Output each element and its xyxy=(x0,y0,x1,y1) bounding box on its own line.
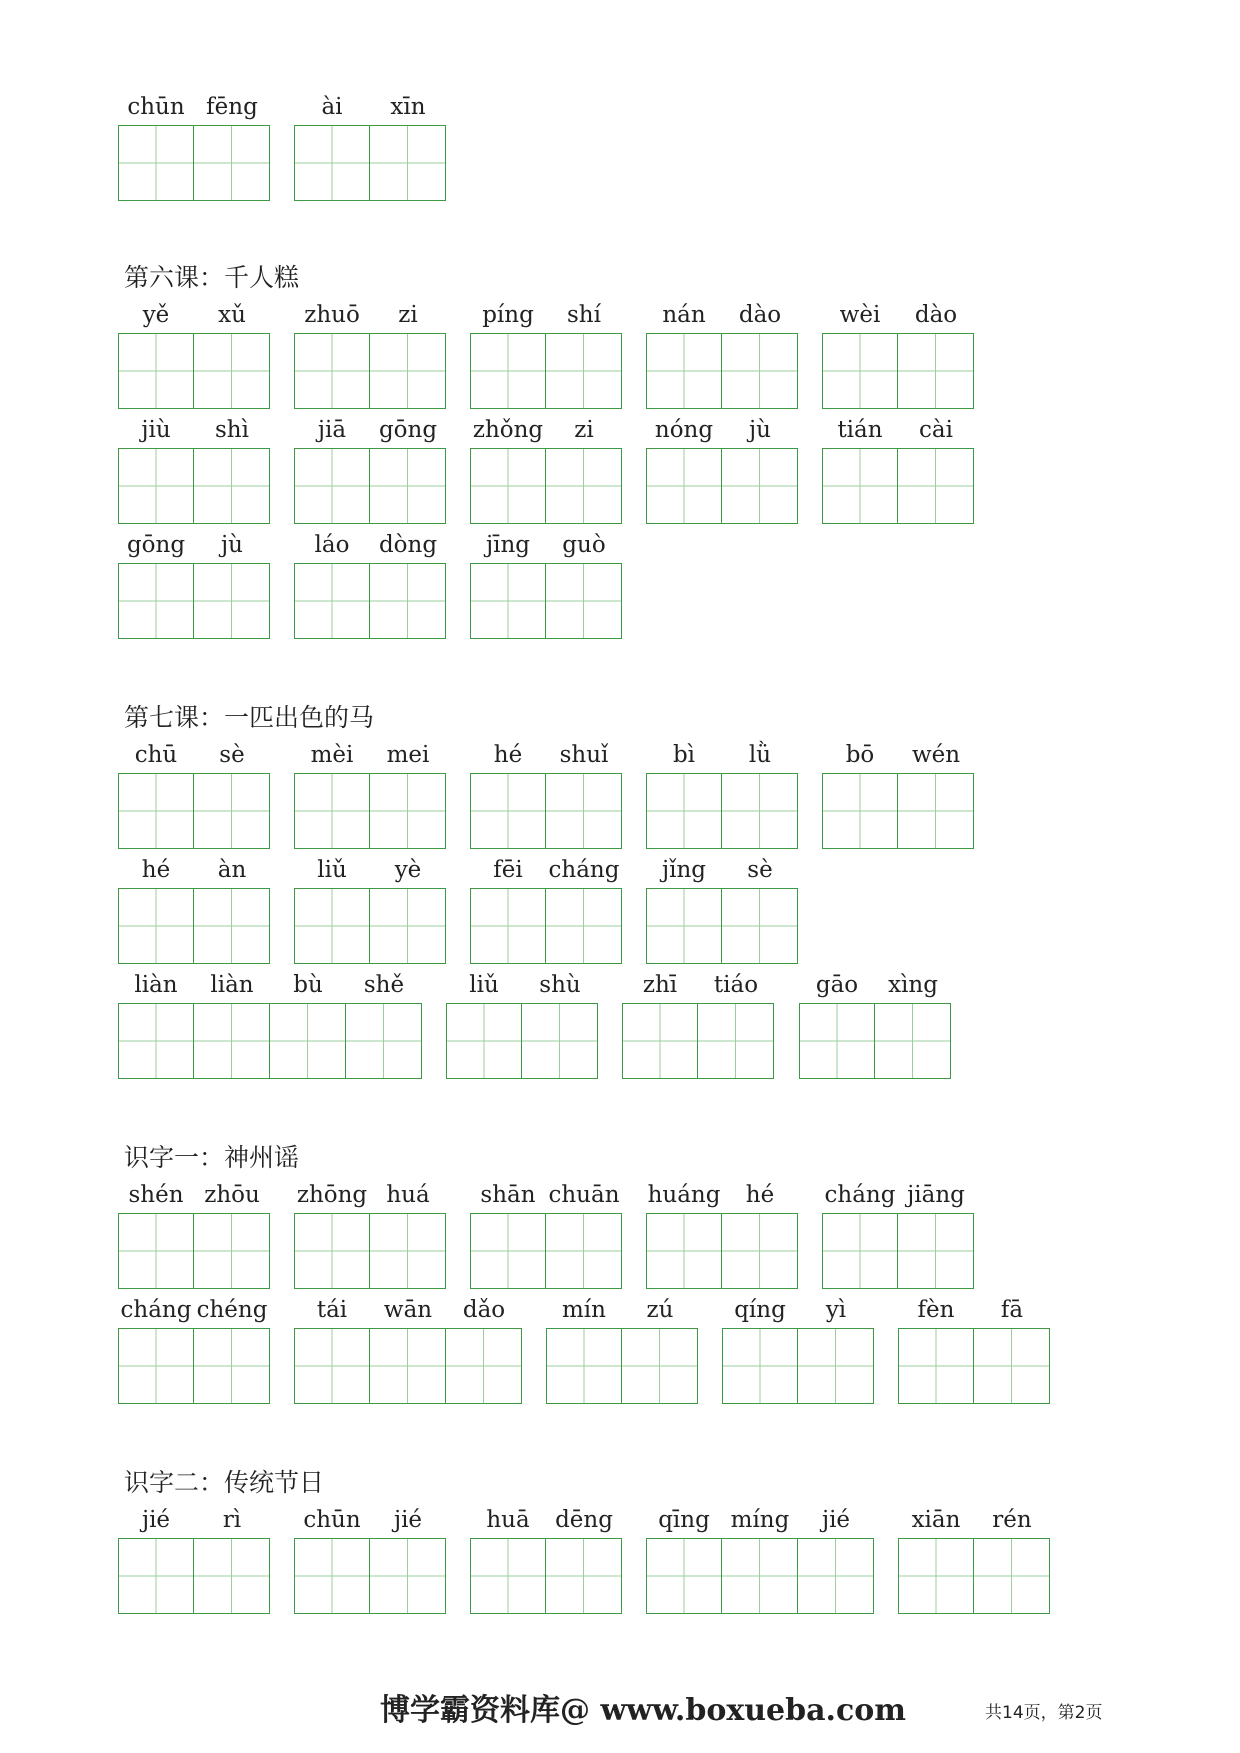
word-group xyxy=(470,530,622,640)
pinyin-label: jié xyxy=(141,1507,171,1533)
pinyin-label: zú xyxy=(646,1297,674,1323)
pinyin-label: yì xyxy=(825,1297,847,1323)
pinyin-label: qíng xyxy=(734,1297,786,1323)
word-group xyxy=(118,1180,270,1290)
writing-box[interactable] xyxy=(470,773,546,849)
word-group xyxy=(646,300,798,410)
writing-box[interactable] xyxy=(898,1538,974,1614)
word-group xyxy=(294,92,446,202)
writing-box[interactable] xyxy=(370,125,446,201)
writing-box[interactable] xyxy=(622,1003,698,1079)
pinyin-label: zhōu xyxy=(204,1182,260,1208)
pinyin-label: hé xyxy=(745,1182,775,1208)
writing-box[interactable] xyxy=(822,1213,898,1289)
writing-box[interactable] xyxy=(546,333,622,409)
pinyin-label: chuān xyxy=(548,1182,620,1208)
writing-box[interactable] xyxy=(194,1213,270,1289)
pinyin-label: chūn xyxy=(127,94,185,120)
writing-box[interactable] xyxy=(822,448,898,524)
pinyin-label: fēi xyxy=(493,857,523,883)
writing-box[interactable] xyxy=(522,1003,598,1079)
word-group xyxy=(294,855,446,965)
writing-box[interactable] xyxy=(546,448,622,524)
writing-box[interactable] xyxy=(622,1328,698,1404)
pinyin-label: bì xyxy=(672,742,696,768)
writing-box[interactable] xyxy=(118,448,194,524)
pinyin-label: shì xyxy=(215,417,249,443)
pinyin-label: rì xyxy=(222,1507,242,1533)
writing-box[interactable] xyxy=(799,1003,875,1079)
word-group xyxy=(646,740,798,850)
pinyin-label: sè xyxy=(747,857,773,883)
word-group xyxy=(546,1295,698,1405)
pinyin-label: wèi xyxy=(839,302,881,328)
footer-site-watermark: 博学霸资料库@ www.boxueba.com xyxy=(380,1693,906,1728)
pinyin-label: shù xyxy=(539,972,581,998)
word-group xyxy=(822,1180,974,1290)
pinyin-label: rén xyxy=(992,1507,1032,1533)
word-group xyxy=(646,1180,798,1290)
pinyin-label: dào xyxy=(914,302,958,328)
pinyin-label: píng xyxy=(482,302,534,328)
pinyin-label: liàn xyxy=(134,972,178,998)
writing-box[interactable] xyxy=(470,333,546,409)
writing-box[interactable] xyxy=(546,563,622,639)
pinyin-label: yě xyxy=(142,302,170,328)
pinyin-label: mín xyxy=(562,1297,606,1323)
writing-box[interactable] xyxy=(798,1538,874,1614)
pinyin-label: zhuō xyxy=(304,302,360,328)
pinyin-label: shí xyxy=(567,302,601,328)
writing-box[interactable] xyxy=(370,1213,446,1289)
pinyin-label: mei xyxy=(386,742,430,768)
word-group xyxy=(646,415,798,525)
pinyin-label: cháng xyxy=(548,857,620,883)
writing-box[interactable] xyxy=(546,1538,622,1614)
pinyin-label: hé xyxy=(493,742,523,768)
pinyin-label: xiān xyxy=(911,1507,961,1533)
pinyin-label: cháng xyxy=(824,1182,896,1208)
pinyin-label: lǜ xyxy=(748,742,772,768)
writing-box[interactable] xyxy=(294,1213,370,1289)
writing-box[interactable] xyxy=(470,1213,546,1289)
pinyin-label: fèn xyxy=(917,1297,955,1323)
writing-box[interactable] xyxy=(294,773,370,849)
writing-box[interactable] xyxy=(722,1538,798,1614)
writing-box[interactable] xyxy=(118,773,194,849)
pinyin-label: sè xyxy=(219,742,245,768)
pinyin-label: liǔ xyxy=(317,857,347,883)
pinyin-label: míng xyxy=(730,1507,790,1533)
pinyin-label: liàn xyxy=(210,972,254,998)
writing-box[interactable] xyxy=(194,563,270,639)
word-group xyxy=(470,300,622,410)
word-group xyxy=(118,740,270,850)
pinyin-label: fēng xyxy=(206,94,258,120)
pinyin-label: gōng xyxy=(126,532,186,558)
pinyin-label: jiù xyxy=(141,417,171,443)
writing-box[interactable] xyxy=(294,125,370,201)
pinyin-label: mèi xyxy=(310,742,354,768)
pinyin-label: dēng xyxy=(555,1507,613,1533)
writing-box[interactable] xyxy=(194,448,270,524)
pinyin-label: tái xyxy=(316,1297,348,1323)
word-group xyxy=(118,970,422,1080)
word-group xyxy=(118,1295,270,1405)
writing-box[interactable] xyxy=(118,1328,194,1404)
word-group xyxy=(294,1180,446,1290)
writing-box[interactable] xyxy=(118,1538,194,1614)
pinyin-label: jié xyxy=(393,1507,423,1533)
word-group xyxy=(294,530,446,640)
writing-box[interactable] xyxy=(974,1538,1050,1614)
word-group xyxy=(470,415,622,525)
writing-box[interactable] xyxy=(546,773,622,849)
pinyin-label: láo xyxy=(314,532,350,558)
pinyin-label: shén xyxy=(128,1182,184,1208)
writing-box[interactable] xyxy=(194,1538,270,1614)
word-group xyxy=(294,740,446,850)
pinyin-label: shuǐ xyxy=(559,742,609,768)
word-group xyxy=(446,970,598,1080)
writing-box[interactable] xyxy=(270,1003,346,1079)
writing-box[interactable] xyxy=(294,1538,370,1614)
pinyin-label: huá xyxy=(386,1182,430,1208)
writing-box[interactable] xyxy=(194,773,270,849)
section-title: 识字二：传统节日 xyxy=(124,1468,325,1497)
word-group xyxy=(646,1505,874,1615)
word-group xyxy=(118,530,270,640)
writing-box[interactable] xyxy=(370,448,446,524)
pinyin-label: huā xyxy=(486,1507,530,1533)
writing-box[interactable] xyxy=(646,1538,722,1614)
writing-box[interactable] xyxy=(470,563,546,639)
pinyin-label: bù xyxy=(293,972,323,998)
pinyin-label: àn xyxy=(217,857,247,883)
writing-box[interactable] xyxy=(118,563,194,639)
word-group xyxy=(118,1505,270,1615)
writing-box[interactable] xyxy=(118,333,194,409)
writing-box[interactable] xyxy=(294,448,370,524)
writing-box[interactable] xyxy=(370,888,446,964)
word-group xyxy=(799,970,951,1080)
pinyin-label: cài xyxy=(919,417,953,443)
word-group xyxy=(470,855,622,965)
writing-box[interactable] xyxy=(974,1328,1050,1404)
writing-box[interactable] xyxy=(194,1328,270,1404)
pinyin-label: chéng xyxy=(196,1297,268,1323)
writing-box[interactable] xyxy=(822,333,898,409)
pinyin-label: yè xyxy=(394,857,422,883)
writing-box[interactable] xyxy=(194,1003,270,1079)
pinyin-label: qīng xyxy=(658,1507,710,1533)
writing-box[interactable] xyxy=(118,1003,194,1079)
pinyin-label: jiāng xyxy=(907,1182,965,1208)
writing-box[interactable] xyxy=(470,448,546,524)
writing-box[interactable] xyxy=(898,1328,974,1404)
word-group xyxy=(294,300,446,410)
pinyin-label: bō xyxy=(845,742,875,768)
writing-box[interactable] xyxy=(822,773,898,849)
writing-box[interactable] xyxy=(294,333,370,409)
section-title: 第六课：千人糕 xyxy=(124,263,300,292)
section-title: 识字一：神州谣 xyxy=(124,1143,300,1172)
writing-box[interactable] xyxy=(722,1328,798,1404)
pinyin-label: jù xyxy=(749,417,771,443)
writing-box[interactable] xyxy=(370,563,446,639)
writing-box[interactable] xyxy=(898,1213,974,1289)
pinyin-label: xìng xyxy=(888,972,938,998)
pinyin-label: gāo xyxy=(815,972,859,998)
pinyin-label: dǎo xyxy=(462,1297,506,1323)
pinyin-label: tián xyxy=(837,417,883,443)
pinyin-label: wān xyxy=(383,1297,433,1323)
pinyin-label: nán xyxy=(662,302,706,328)
writing-box[interactable] xyxy=(194,888,270,964)
writing-box[interactable] xyxy=(898,333,974,409)
pinyin-label: liǔ xyxy=(469,972,499,998)
word-group xyxy=(898,1505,1050,1615)
writing-box[interactable] xyxy=(118,125,194,201)
pinyin-label: shān xyxy=(480,1182,536,1208)
word-group xyxy=(822,300,974,410)
pinyin-label: tiáo xyxy=(713,972,759,998)
pinyin-label: wén xyxy=(911,742,961,768)
writing-box[interactable] xyxy=(898,448,974,524)
writing-box[interactable] xyxy=(875,1003,951,1079)
writing-box[interactable] xyxy=(898,773,974,849)
writing-box[interactable] xyxy=(698,1003,774,1079)
pinyin-label: zi xyxy=(574,417,594,443)
writing-box[interactable] xyxy=(370,773,446,849)
pinyin-label: xīn xyxy=(390,94,426,120)
writing-box[interactable] xyxy=(646,448,722,524)
pinyin-label: hé xyxy=(141,857,171,883)
writing-box[interactable] xyxy=(118,1213,194,1289)
pinyin-label: fā xyxy=(1000,1297,1024,1323)
pinyin-label: chū xyxy=(134,742,178,768)
writing-box[interactable] xyxy=(546,1213,622,1289)
pinyin-label: jié xyxy=(821,1507,851,1533)
writing-box[interactable] xyxy=(646,333,722,409)
writing-box[interactable] xyxy=(722,448,798,524)
pinyin-label: xǔ xyxy=(218,302,246,328)
writing-box[interactable] xyxy=(294,1328,370,1404)
pinyin-label: chūn xyxy=(303,1507,361,1533)
word-group xyxy=(646,855,798,965)
writing-box[interactable] xyxy=(346,1003,422,1079)
writing-box[interactable] xyxy=(646,1213,722,1289)
writing-box[interactable] xyxy=(370,333,446,409)
word-group xyxy=(294,1505,446,1615)
pinyin-label: zhǒng xyxy=(472,417,544,443)
pinyin-label: dòng xyxy=(378,532,438,558)
word-group xyxy=(118,415,270,525)
writing-box[interactable] xyxy=(194,125,270,201)
word-group xyxy=(470,740,622,850)
pinyin-label: shě xyxy=(363,972,405,998)
pinyin-label: gōng xyxy=(378,417,438,443)
writing-box[interactable] xyxy=(470,888,546,964)
pinyin-label: ài xyxy=(321,94,343,120)
writing-box[interactable] xyxy=(194,333,270,409)
word-group xyxy=(822,415,974,525)
pinyin-label: zhōng xyxy=(296,1182,368,1208)
writing-box[interactable] xyxy=(722,773,798,849)
word-group xyxy=(470,1180,622,1290)
writing-box[interactable] xyxy=(446,1328,522,1404)
section-title: 第七课：一匹出色的马 xyxy=(124,703,375,732)
word-group xyxy=(118,300,270,410)
writing-box[interactable] xyxy=(294,563,370,639)
pinyin-label: jù xyxy=(221,532,243,558)
writing-box[interactable] xyxy=(722,333,798,409)
pinyin-label: jǐng xyxy=(661,857,707,883)
writing-box[interactable] xyxy=(546,1328,622,1404)
pinyin-label: zhī xyxy=(642,972,678,998)
word-group xyxy=(470,1505,622,1615)
word-group xyxy=(622,970,774,1080)
writing-box[interactable] xyxy=(370,1328,446,1404)
writing-box[interactable] xyxy=(546,888,622,964)
pinyin-label: jiā xyxy=(317,417,347,443)
writing-box[interactable] xyxy=(118,888,194,964)
pinyin-label: guò xyxy=(562,532,606,558)
footer-page-number: 共14页，第2页 xyxy=(985,1703,1103,1723)
writing-box[interactable] xyxy=(646,773,722,849)
writing-box[interactable] xyxy=(446,1003,522,1079)
writing-box[interactable] xyxy=(294,888,370,964)
writing-box[interactable] xyxy=(798,1328,874,1404)
pinyin-label: huáng xyxy=(647,1182,721,1208)
pinyin-label: jīng xyxy=(485,532,531,558)
pinyin-label: cháng xyxy=(120,1297,192,1323)
word-group xyxy=(118,92,270,202)
writing-box[interactable] xyxy=(370,1538,446,1614)
pinyin-label: zi xyxy=(398,302,418,328)
writing-box[interactable] xyxy=(646,888,722,964)
writing-box[interactable] xyxy=(470,1538,546,1614)
word-group xyxy=(822,740,974,850)
writing-box[interactable] xyxy=(722,888,798,964)
word-group xyxy=(722,1295,874,1405)
word-group xyxy=(118,855,270,965)
word-group xyxy=(898,1295,1050,1405)
pinyin-label: dào xyxy=(738,302,782,328)
writing-box[interactable] xyxy=(722,1213,798,1289)
word-group xyxy=(294,1295,522,1405)
pinyin-label: nóng xyxy=(654,417,714,443)
word-group xyxy=(294,415,446,525)
